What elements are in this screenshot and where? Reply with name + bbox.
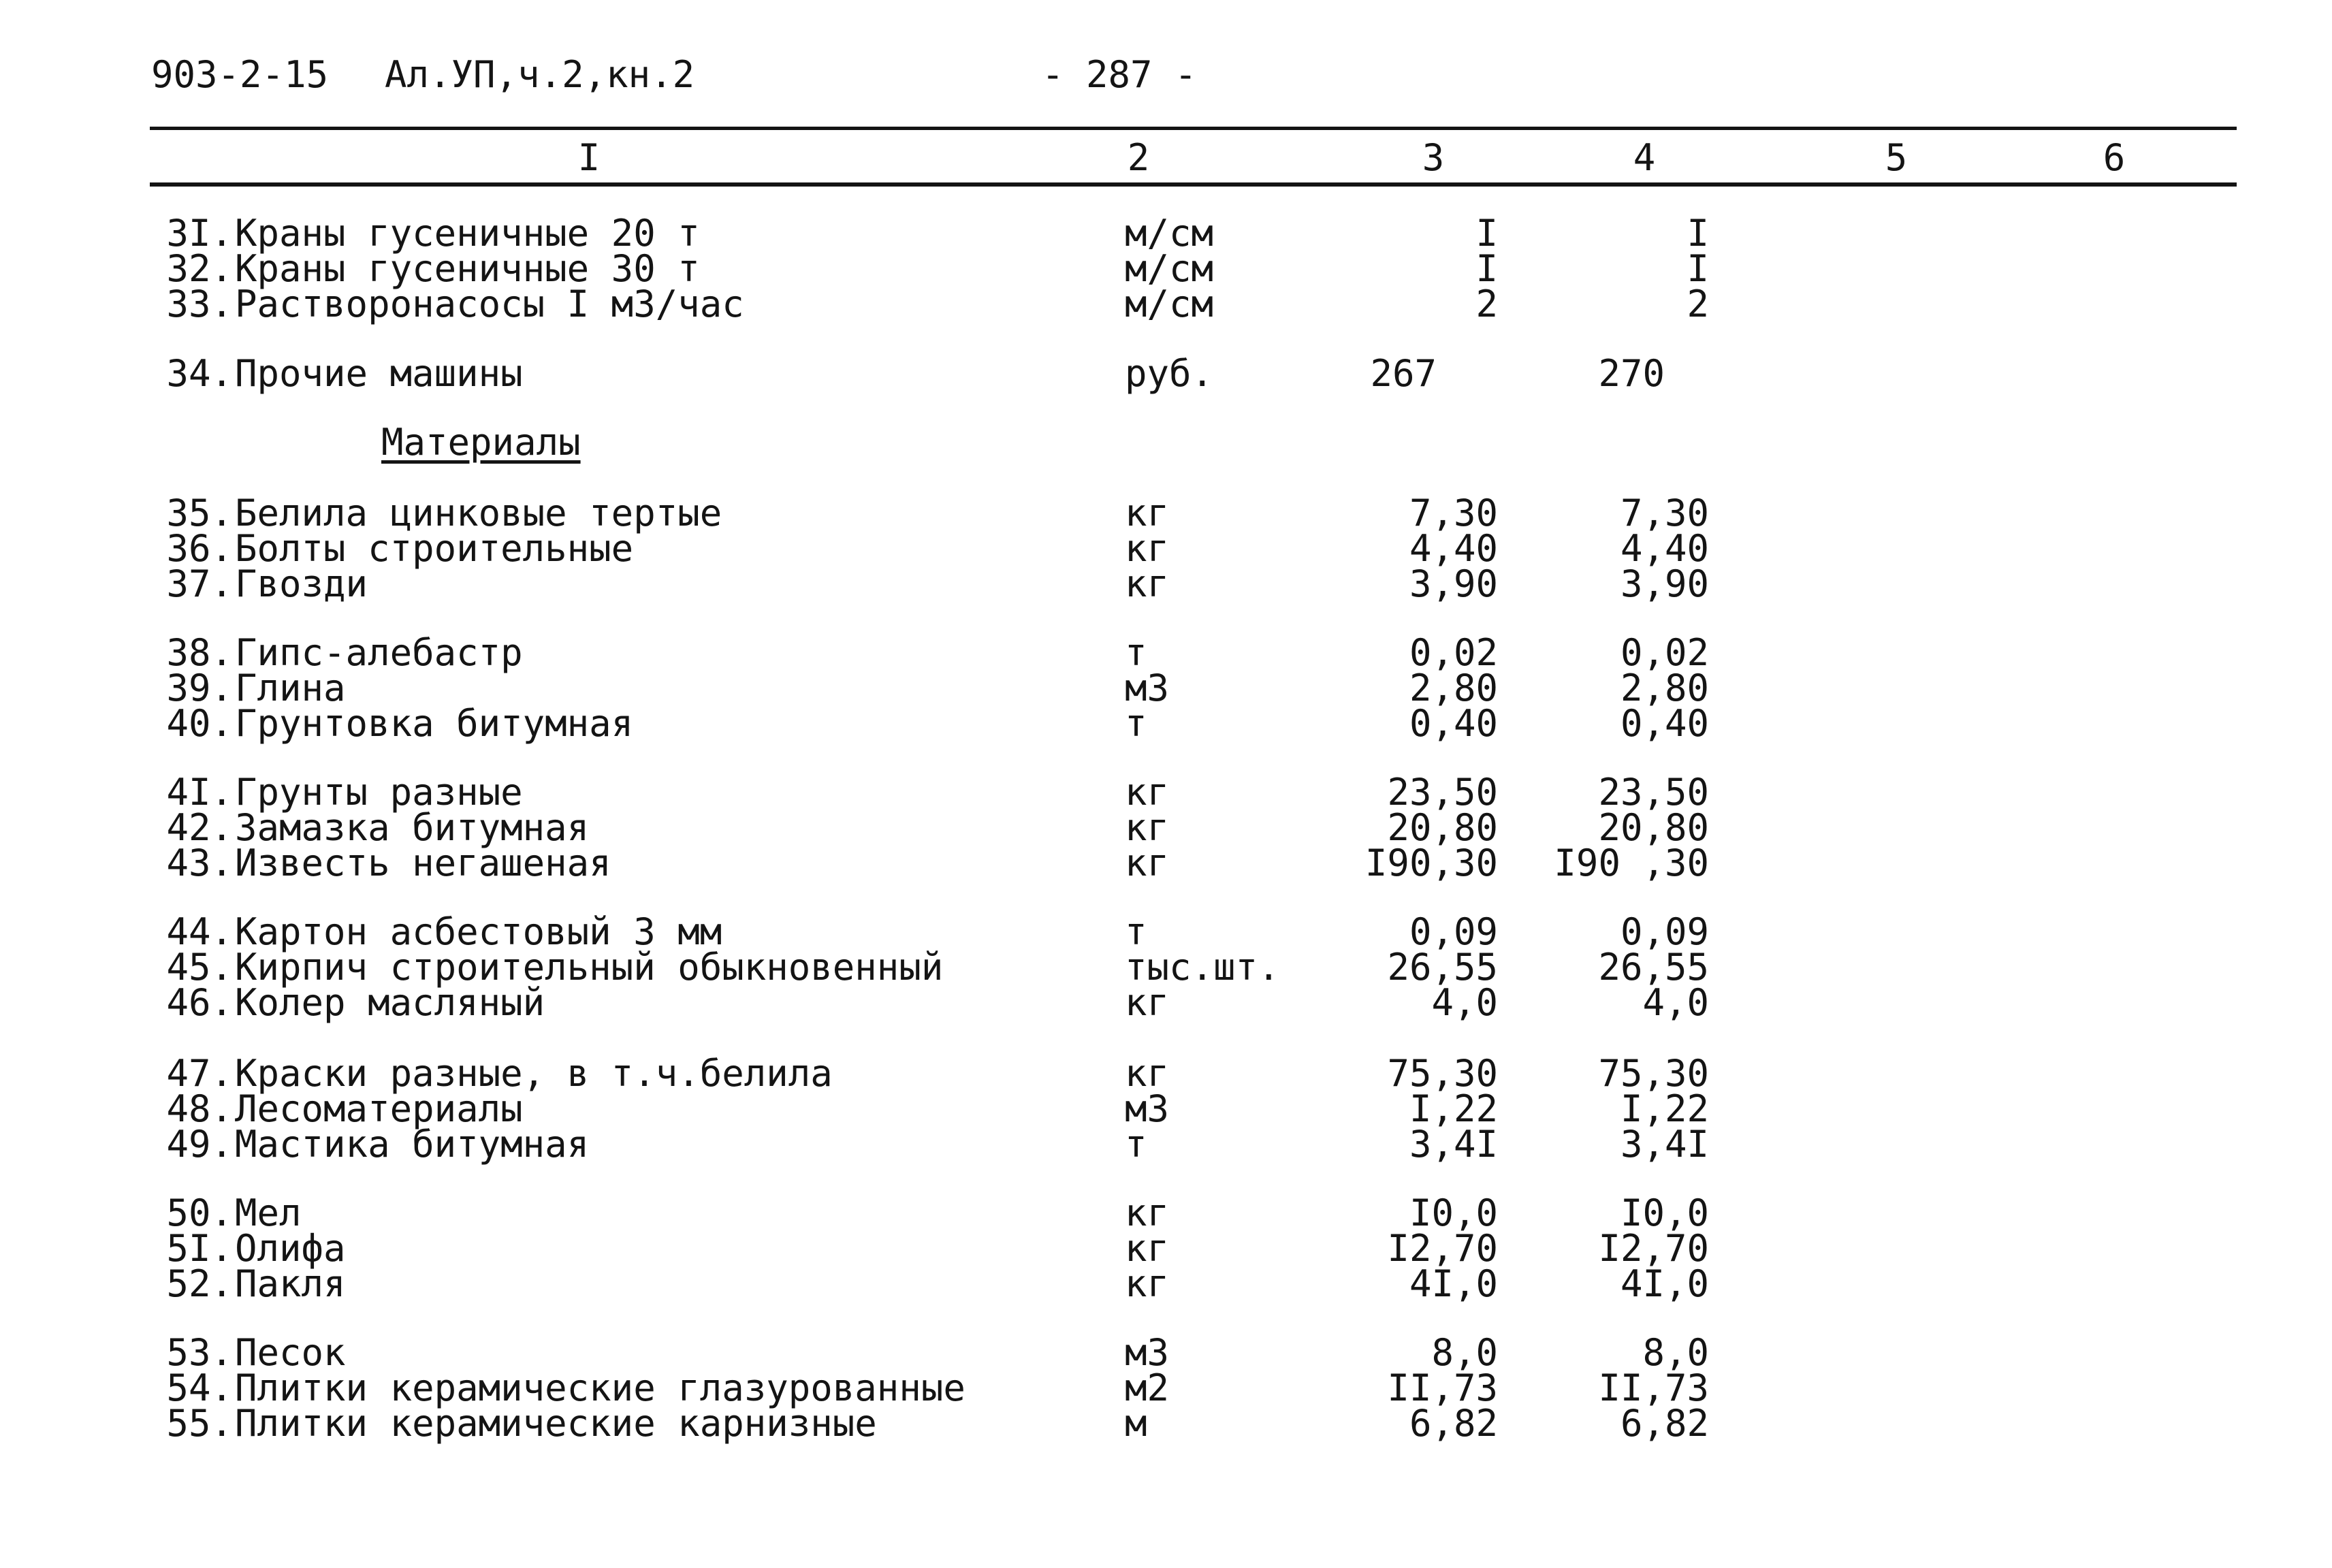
row-value-col3: II,73 [1387, 1366, 1498, 1409]
row-unit: м3 [1125, 667, 1170, 709]
row-number: 32. [166, 247, 233, 290]
row-value-col3: 0,09 [1409, 910, 1498, 953]
row-value-col4: 6,82 [1620, 1402, 1709, 1445]
table-row [0, 631, 2332, 674]
row-number: 48. [166, 1087, 233, 1130]
row-unit: кг [1125, 842, 1170, 884]
table-row [0, 1123, 2332, 1166]
row-unit: м/см [1125, 247, 1214, 290]
table-row [0, 842, 2332, 884]
table-row [0, 946, 2332, 989]
row-number: 43. [166, 842, 233, 884]
row-name: Гвозди [235, 562, 368, 605]
row-value-col4: I2,70 [1598, 1227, 1709, 1270]
row-unit: кг [1125, 981, 1170, 1024]
row-name: Песок [235, 1331, 346, 1374]
album-reference: Ал.УП,ч.2,кн.2 [385, 53, 695, 96]
row-value-col4: 7,30 [1620, 492, 1709, 534]
row-name: Плитки керамические глазурованные [235, 1366, 965, 1409]
row-name: Гипс-алебастр [235, 631, 523, 674]
row-name: Растворонасосы I м3/час [235, 283, 744, 325]
row-unit: кг [1125, 1227, 1170, 1270]
table-row [0, 1191, 2332, 1234]
row-value-col3: I [1475, 247, 1498, 290]
row-unit: кг [1125, 527, 1170, 570]
row-value-col3: I0,0 [1409, 1191, 1498, 1234]
row-value-col4: 20,80 [1598, 806, 1709, 849]
row-value-col4: 26,55 [1598, 946, 1709, 989]
row-value-col3: 2,80 [1409, 667, 1498, 709]
row-number: 42. [166, 806, 233, 849]
row-number: 33. [166, 283, 233, 325]
row-value-col4: 23,50 [1598, 771, 1709, 814]
column-header-4: 4 [1633, 136, 1656, 179]
column-header-6: 6 [2103, 136, 2126, 179]
row-value-col3: I,22 [1409, 1087, 1498, 1130]
row-name: Плитки керамические карнизные [235, 1402, 877, 1445]
table-row [0, 981, 2332, 1024]
row-number: 52. [166, 1262, 233, 1305]
row-unit: кг [1125, 771, 1170, 814]
row-number: 50. [166, 1191, 233, 1234]
table-row [0, 1087, 2332, 1130]
table-row [0, 771, 2332, 814]
row-value-col4: 3,90 [1620, 562, 1709, 605]
row-number: 35. [166, 492, 233, 534]
table-row [0, 806, 2332, 849]
row-number: 55. [166, 1402, 233, 1445]
table-row [0, 1227, 2332, 1270]
row-number: 45. [166, 946, 233, 989]
row-unit: м2 [1125, 1366, 1170, 1409]
row-value-col3: 8,0 [1431, 1331, 1498, 1374]
row-name: Лесоматериалы [235, 1087, 523, 1130]
row-value-col3: 7,30 [1409, 492, 1498, 534]
row-name: Мел [235, 1191, 302, 1234]
table-row [0, 283, 2332, 325]
row-number: 47. [166, 1052, 233, 1095]
row-value-col3: I90,30 [1364, 842, 1498, 884]
row-value-col3: 4,0 [1431, 981, 1498, 1024]
table-row [0, 910, 2332, 953]
column-header-1: I [577, 136, 601, 179]
row-name: Олифа [235, 1227, 346, 1270]
row-unit: кг [1125, 1191, 1170, 1234]
row-name: Грунтовка битумная [235, 702, 634, 745]
column-header-3: 3 [1422, 136, 1445, 179]
row-value-col4: I,22 [1620, 1087, 1709, 1130]
row-unit: м3 [1125, 1087, 1170, 1130]
row-unit: т [1125, 631, 1147, 674]
table-row [0, 562, 2332, 605]
table-row [0, 1331, 2332, 1374]
row-value-col4: 75,30 [1598, 1052, 1709, 1095]
column-header-5: 5 [1885, 136, 1908, 179]
row-value-col4: I [1687, 247, 1709, 290]
row-name: Глина [235, 667, 346, 709]
row-unit: т [1125, 1123, 1147, 1166]
row-value-col3: 3,90 [1409, 562, 1498, 605]
row-number: 49. [166, 1123, 233, 1166]
row-value-col4: I90 ,30 [1554, 842, 1709, 884]
row-name: Известь негашеная [235, 842, 611, 884]
row-name: Грунты разные [235, 771, 523, 814]
row-value-col3: 2 [1475, 283, 1498, 325]
row-name: Краны гусеничные 30 т [235, 247, 700, 290]
row-name: Мастика битумная [235, 1123, 590, 1166]
row-unit: кг [1125, 1052, 1170, 1095]
table-row [0, 1052, 2332, 1095]
column-header-2: 2 [1127, 136, 1150, 179]
row-number: 37. [166, 562, 233, 605]
table-row [0, 527, 2332, 570]
row-value-col4: 4I,0 [1620, 1262, 1709, 1305]
row-value-col4: 0,09 [1620, 910, 1709, 953]
row-value-col4: II,73 [1598, 1366, 1709, 1409]
row-value-col3: 267 [1370, 352, 1437, 395]
row-unit: кг [1125, 562, 1170, 605]
row-value-col3: 75,30 [1387, 1052, 1498, 1095]
row-name: Краски разные, в т.ч.белила [235, 1052, 833, 1095]
row-unit: м/см [1125, 212, 1214, 255]
row-name: Кирпич строительный обыкновенный [235, 946, 944, 989]
row-value-col4: 4,0 [1642, 981, 1709, 1024]
row-value-col3: 23,50 [1387, 771, 1498, 814]
row-unit: кг [1125, 806, 1170, 849]
section-title-materials: Материалы [381, 421, 581, 464]
row-value-col4: 8,0 [1642, 1331, 1709, 1374]
row-value-col3: 4I,0 [1409, 1262, 1498, 1305]
row-value-col3: I [1475, 212, 1498, 255]
row-number: 36. [166, 527, 233, 570]
row-name: Болты строительные [235, 527, 634, 570]
row-value-col3: 26,55 [1387, 946, 1498, 989]
row-value-col3: 20,80 [1387, 806, 1498, 849]
row-value-col4: 0,40 [1620, 702, 1709, 745]
row-number: 5I. [166, 1227, 233, 1270]
row-unit: т [1125, 910, 1147, 953]
row-value-col4: I [1687, 212, 1709, 255]
row-value-col3: 0,40 [1409, 702, 1498, 745]
page-number: - 287 - [1042, 53, 1197, 96]
row-unit: т [1125, 702, 1147, 745]
row-number: 40. [166, 702, 233, 745]
row-unit: м [1125, 1402, 1147, 1445]
row-name: Пакля [235, 1262, 346, 1305]
row-unit: кг [1125, 492, 1170, 534]
row-number: 34. [166, 352, 233, 395]
row-value-col4: 3,4I [1620, 1123, 1709, 1166]
row-name: Краны гусеничные 20 т [235, 212, 700, 255]
row-unit: кг [1125, 1262, 1170, 1305]
row-name: Картон асбестовый 3 мм [235, 910, 722, 953]
row-number: 38. [166, 631, 233, 674]
row-value-col3: I2,70 [1387, 1227, 1498, 1270]
row-number: 3I. [166, 212, 233, 255]
row-unit: тыс.шт. [1125, 946, 1280, 989]
table-row [0, 1366, 2332, 1409]
row-value-col4: 2,80 [1620, 667, 1709, 709]
row-value-col4: I0,0 [1620, 1191, 1709, 1234]
table-row [0, 247, 2332, 290]
row-name: Белила цинковые тертые [235, 492, 722, 534]
document-code: 903-2-15 [151, 53, 329, 96]
row-value-col3: 4,40 [1409, 527, 1498, 570]
row-name: Замазка битумная [235, 806, 590, 849]
row-number: 39. [166, 667, 233, 709]
row-number: 46. [166, 981, 233, 1024]
row-value-col4: 0,02 [1620, 631, 1709, 674]
row-number: 53. [166, 1331, 233, 1374]
row-value-col4: 4,40 [1620, 527, 1709, 570]
row-value-col3: 6,82 [1409, 1402, 1498, 1445]
row-value-col4: 270 [1598, 352, 1665, 395]
row-number: 4I. [166, 771, 233, 814]
table-row [0, 1262, 2332, 1305]
row-name: Колер масляный [235, 981, 545, 1024]
row-number: 44. [166, 910, 233, 953]
row-number: 54. [166, 1366, 233, 1409]
row-name: Прочие машины [235, 352, 523, 395]
table-row [0, 492, 2332, 534]
row-value-col3: 0,02 [1409, 631, 1498, 674]
table-top-rule [150, 127, 2237, 130]
row-unit: руб. [1125, 352, 1214, 395]
table-row [0, 212, 2332, 255]
row-unit: м3 [1125, 1331, 1170, 1374]
table-row [0, 1402, 2332, 1445]
row-unit: м/см [1125, 283, 1214, 325]
table-row [0, 702, 2332, 745]
row-value-col4: 2 [1687, 283, 1709, 325]
table-row [0, 352, 2332, 395]
table-row [0, 667, 2332, 709]
row-value-col3: 3,4I [1409, 1123, 1498, 1166]
